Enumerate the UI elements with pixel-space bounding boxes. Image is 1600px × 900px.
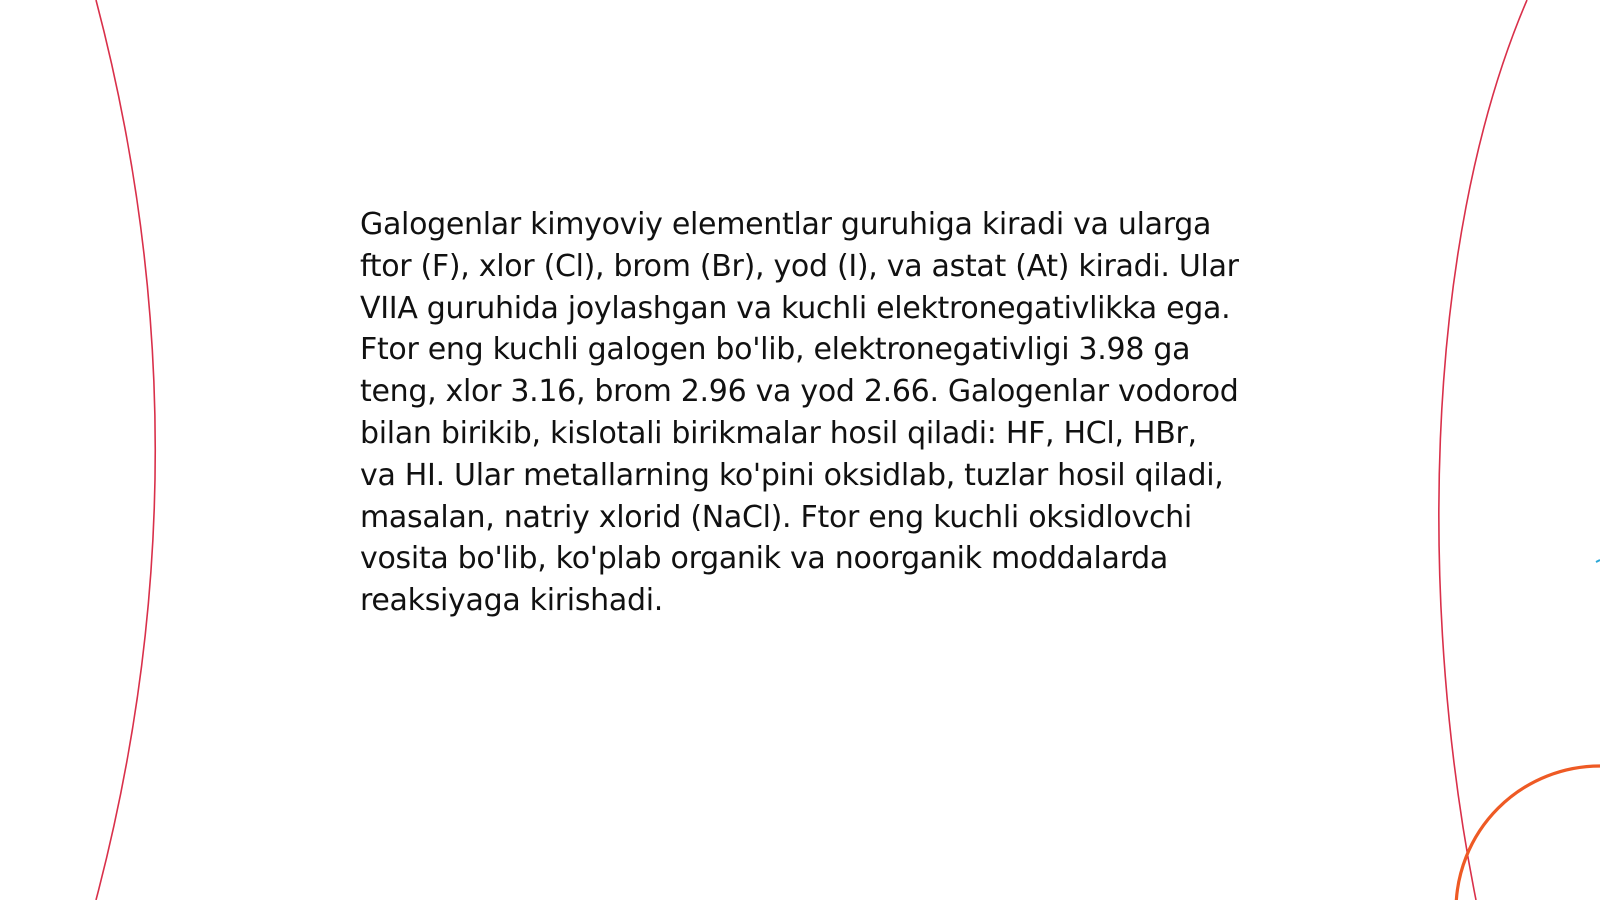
orange-arc	[1456, 766, 1600, 900]
left-curve	[96, 0, 155, 900]
blue-accent-mark	[1596, 560, 1600, 562]
right-curve	[1439, 0, 1527, 900]
body-paragraph: Galogenlar kimyoviy elementlar guruhiga kiradi va ularga ftor (F), xlor (Cl), brom (Br), yod (I), va astat (At) kiradi. Ular VIIA guruhida joylashgan va kuchli elektronegativlikka ega. Ftor eng kuchli galogen bo'lib, elektronegativligi 3.98 ga teng, xlor 3.16, brom 2.96 va yod 2.66. Galogenlar vodorod bilan birikib, kislotali birikmalar hosil qiladi: HF, HCl, HBr, va HI. Ular metallarning ko'pini oksidlab, tuzlar hosil qiladi, masalan, natriy xlorid (NaCl). Ftor eng kuchli oksidlovchi vosita bo'lib, ko'plab organik va noorganik moddalarda reaksiyaga kirishadi.	[360, 207, 1239, 619]
